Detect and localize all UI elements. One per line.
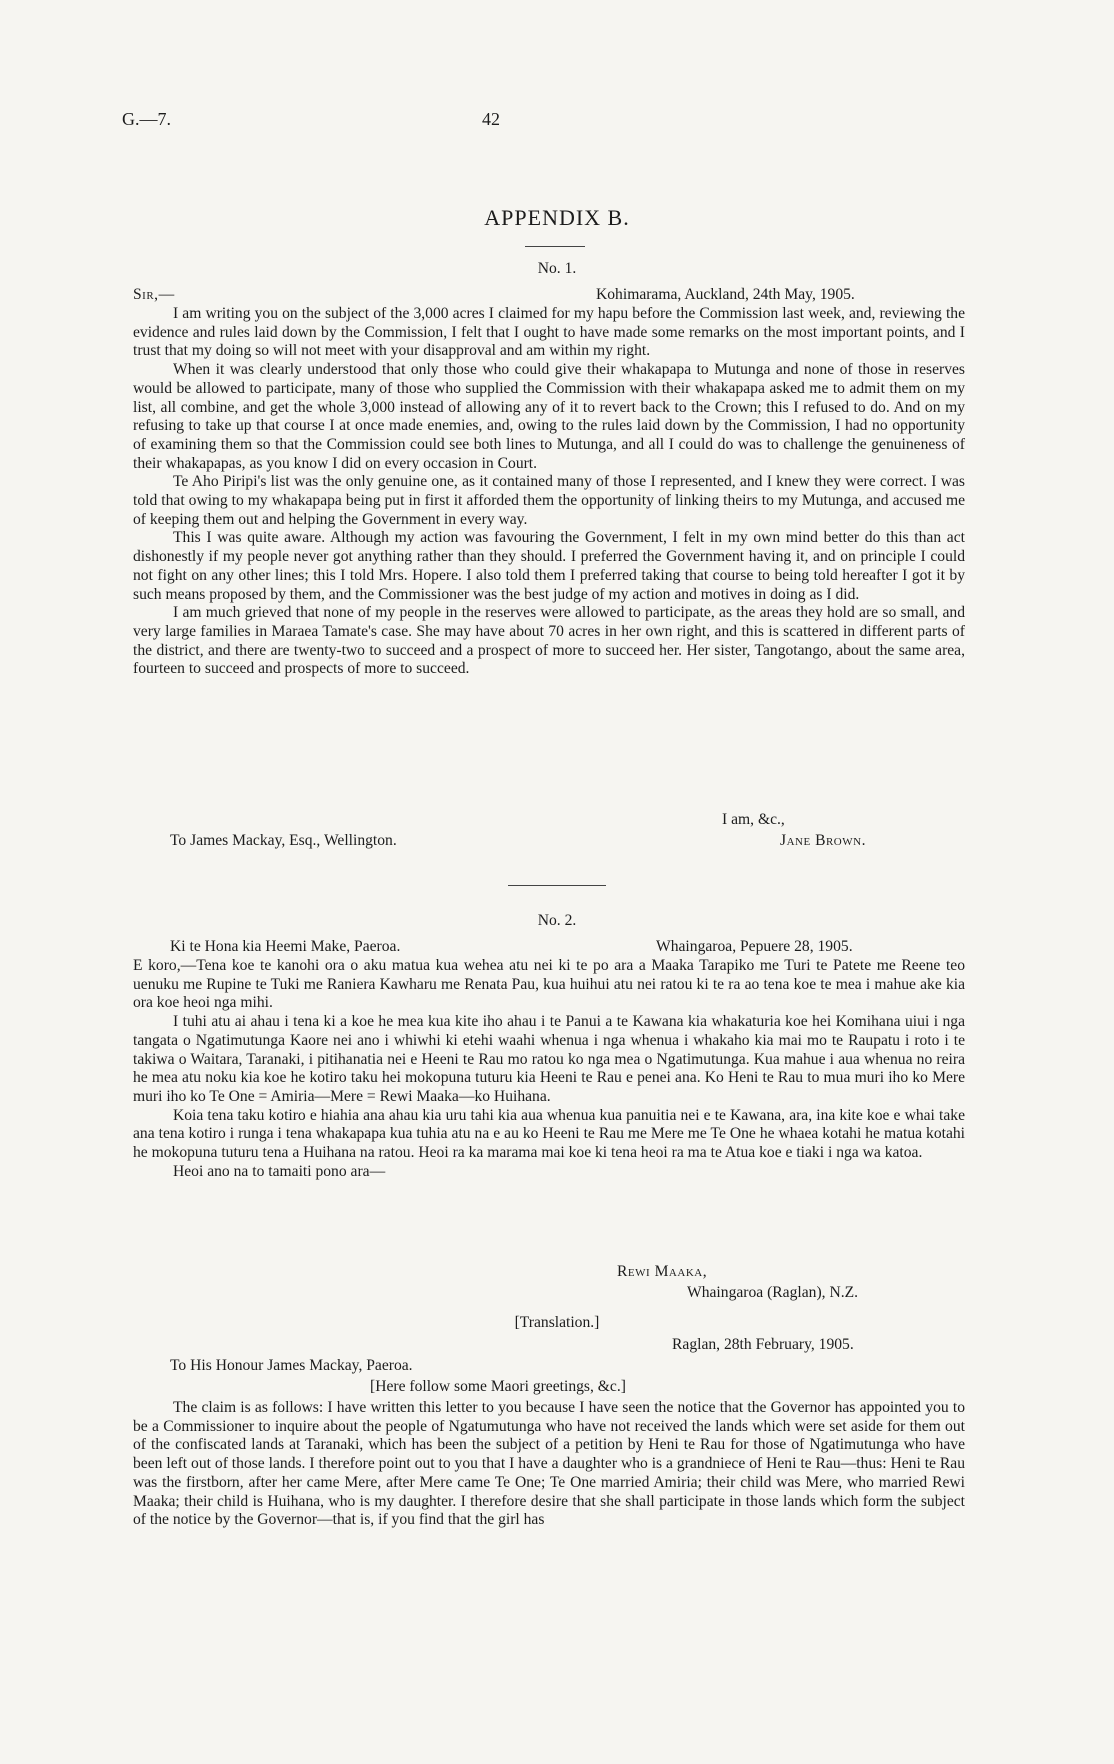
translation-note: [Here follow some Maori greetings, &c.]: [370, 1378, 626, 1395]
translation-paragraph: The claim is as follows: I have written this letter to you because I have seen the notice that the Governor has appointed you to be a Commissioner to inquire about the people of Ngatumutunga who have not received the lands which were set aside for them out of the confiscated lands at Taranaki, which has been the subject of a petition by Heni te Rau for those of Ngatimutunga who have been left out of those lands. I therefore point out to you that I have a daughter who is a grandniece of Heni te Rau—thus: Heni te Rau was the firstborn, after her came Mere, after Mere came Te One; Te One married Amiria; their child was Mere, who married Rewi Maaka; their child is Huihana, who is my daughter. I therefore desire that she shall participate in those lands which form the subject of the notice by the Governor—that is, if you find that the girl has: [133, 1399, 965, 1529]
letter1-place-date: Kohimarama, Auckland, 24th May, 1905.: [596, 286, 855, 303]
letter2-paragraph: Heoi ano na to tamaiti pono ara—: [173, 1162, 386, 1180]
letter1-salutation: Sir,—: [133, 286, 175, 303]
letter2-place-date: Whaingaroa, Pepuere 28, 1905.: [656, 938, 853, 955]
letter2-addressee: Ki te Hona kia Heemi Make, Paeroa.: [170, 938, 401, 955]
letter1-addressee: To James Mackay, Esq., Wellington.: [170, 832, 397, 849]
letter2-paragraph: I tuhi atu ai ahau i tena ki a koe he mea kua kite iho ahau i te Panui a te Kawana kia whakaturia koe hei Komihana uiui i nga tangata o Ngatimutunga Kaore nei ano i whiwhi ki etehi waahi whenua i nga whenua i whakaho kia mai mo te Raupatu i roto i te takiwa o Waitara, Taranaki, i pitihanatia nei e Heeni te Rau mo ratou ko nga mea o Ngatimutunga. Kua mahue i aua whenua no reira he mea atu noku kia koe he kotiro taku hei mokopuna tuturu kia Heeni te Rau e penei ana. Ko Heni te Rau to mua muri iho ko Mere muri iho ko Te One = Amiria—Mere = Rewi Maaka—ko Huihana.: [133, 1013, 965, 1105]
title-divider: [525, 246, 585, 247]
translation-addressee: To His Honour James Mackay, Paeroa.: [170, 1357, 413, 1374]
letter1-paragraph: I am much grieved that none of my people in the reserves were allowed to participate, as the areas they hold are so small, and very large families in Maraea Tamate's case. She may have about 70 acres in her own right, and this is scattered in different parts of the district, and there are twenty-two to succeed and a prospect of more to succeed her. Her sister, Tangotango, about the same area, fourteen to succeed and prospects of more to succeed.: [133, 604, 965, 678]
translation-body: [133, 1399, 965, 1530]
letter2-number: No. 2.: [537, 912, 577, 929]
appendix-title: APPENDIX B.: [484, 205, 630, 230]
letter1-paragraph: This I was quite aware. Although my action was favouring the Government, I felt in my own mind better do this than act dishonestly if my people never got anything rather than they should. I preferred the Government having it, and on principle I could not fight on any other lines; this I told Mrs. Hopere. I also told them I preferred taking that course to being told hereafter I got it by such means proposed by them, and the Commissioner was the best judge of my action and motives in doing as I did.: [133, 529, 965, 603]
letter2-signature: Rewi Maaka,: [617, 1263, 708, 1280]
page-number: 42: [482, 109, 500, 129]
translation-place-date: Raglan, 28th February, 1905.: [672, 1336, 854, 1353]
letter1-paragraph: I am writing you on the subject of the 3,000 acres I claimed for my hapu before the Commission last week, and, reviewing the evidence and rules laid down by the Commission, I felt that I ought to have made some remarks on the most important points, and I trust that my doing so will not meet with your disapproval and am within my right.: [133, 305, 965, 360]
page-reference: G.—7.: [122, 109, 171, 129]
section-divider: [508, 885, 606, 886]
letter1-paragraph: Te Aho Piripi's list was the only genuine one, as it contained many of those I represented, and I knew they were correct. I was told that owing to my whakapapa being put in first it afforded them the opportunity of linking theirs to my Mutunga, and accused me of keeping them out and helping the Government in every way.: [133, 473, 965, 528]
letter2-signature-place: Whaingaroa (Raglan), N.Z.: [687, 1284, 859, 1301]
letter2-body: [133, 957, 965, 1181]
letter1-body: [133, 305, 965, 679]
letter1-closing: I am, &c.,: [722, 811, 785, 828]
letter1-paragraph: When it was clearly understood that only those who could give their whakapapa to Mutunga and none of those in reserves would be allowed to participate, many of those who supplied the Commission with their whakapapa asked me to admit them on my list, all combine, and get the whole 3,000 instead of allowing any of it to revert back to the Crown; this I refused to do. And on my refusing to take up that course I at once made enemies, and, owing to the rules laid down by the Commission, I had no opportunity of examining them so that the Commission could see both lines to Mutunga, and all I could do was to challenge the genuineness of their whakapapas, as you know I did on every occasion in Court.: [133, 361, 965, 472]
letter2-paragraph: E koro,—Tena koe te kanohi ora o aku matua kua wehea atu nei ki te po ara a Maaka Tarapiko me Turi te Patete me Reene teo uenuku me Rupine te Tuki me Raniera Kawharu me Renata Pau, kua huihui atu nei ratou ki te ra ao tena koe te mea i mahue ake kia ora koe heoi nga mihi.: [133, 957, 965, 1012]
translation-label: [Translation.]: [514, 1314, 600, 1331]
letter1-signature: Jane Brown.: [780, 832, 866, 849]
letter2-paragraph: Koia tena taku kotiro e hiahia ana ahau kia uru tahi kia aua whenua kua panuitia nei e te Kawana, ara, ina kite koe e whai take ana tena kotiro i runga i tena whakapapa kua tuhia atu na e au ko Heeni te Rau me Mere me Te One he whaea kotahi he matua kotahi he mokopuna tuturu tena a Huihana na ratou. Heoi ra ka marama mai koe ki tena heoi ra ma te Atua koe e tiaki i nga wa katoa.: [133, 1106, 965, 1162]
letter1-number: No. 1.: [537, 260, 577, 277]
